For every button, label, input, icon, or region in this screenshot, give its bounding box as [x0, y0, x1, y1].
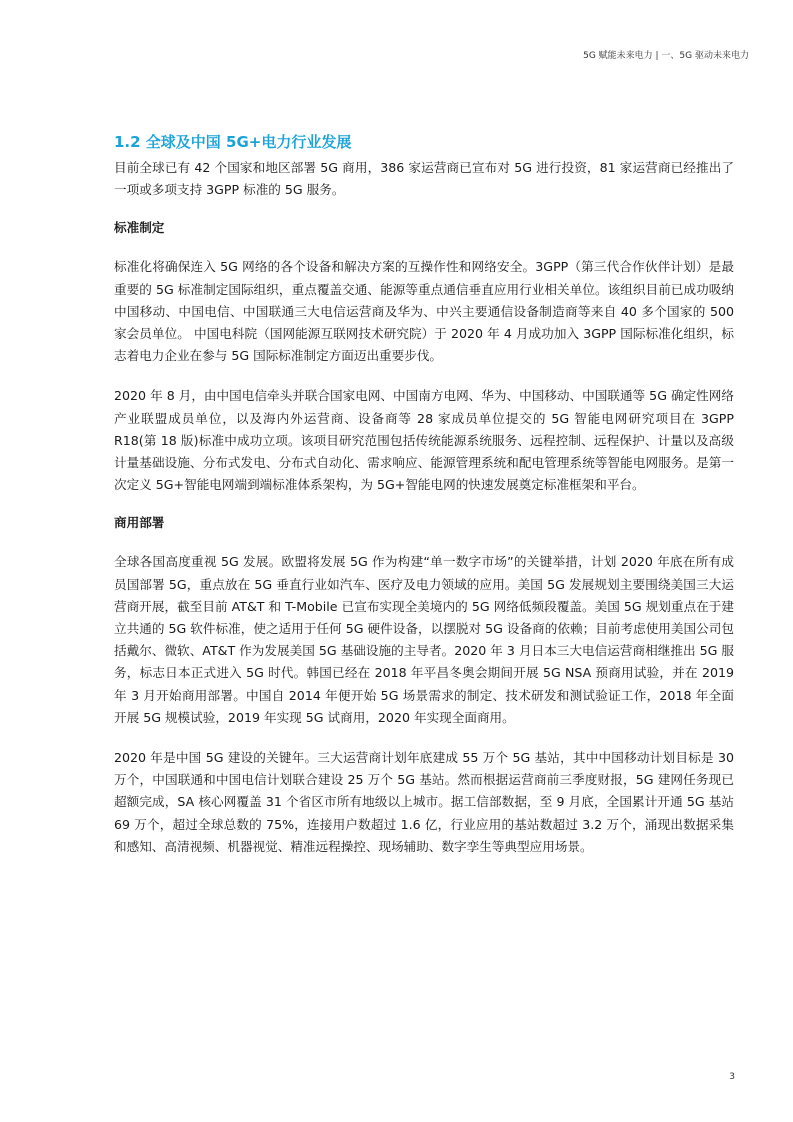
running-header: 5G 赋能未来电力 | 一、5G 驱动未来电力: [583, 51, 749, 61]
standards-heading: 标准制定: [114, 220, 165, 236]
page-number: 3: [729, 1072, 735, 1082]
standards-paragraph-1: 标准化将确保连入 5G 网络的各个设备和解决方案的互操作性和网络安全。3GPP（第三代合作伙伴计划）是最重要的 5G 标准制定国际组织，重点覆盖交通、能源等重点通信垂直应用行业相关单位。该组织目前已成功吸纳中国移动、中国电信、中国联通三大电信运营商及华为、中兴主要通信设备制造商等来自 40 多个国家的 500 家会员单位。 中国电科院（国网能源互联网技术研究院）于 2020 年 4 月成功加入 3GPP 国际标准化组织，标志着电力企业在参与 5G 国际标准制定方面迈出重要步伐。: [114, 259, 734, 364]
page-content: [114, 132, 734, 858]
standards-paragraph-2: 2020 年 8 月，由中国电信牵头并联合国家电网、中国南方电网、华为、中国移动、中国联通等 5G 确定性网络产业联盟成员单位，以及海内外运营商、设备商等 28 家成员单位提交的 5G 智能电网研究项目在 3GPP R18(第 18 版)标准中成功立项。该项目研究范围包括传统能源系统服务、远程控制、远程保护、计量以及高级计量基础设施、分布式发电、分布式自动化、需求响应、能源管理系统和配电管理系统等智能电网服务。是第一次定义 5G+智能电网端到端标准体系架构，为 5G+智能电网的快速发展奠定标准框架和平台。: [114, 388, 734, 493]
commercial-paragraph-1: 全球各国高度重视 5G 发展。欧盟将发展 5G 作为构建“单一数字市场”的关键举措，计划 2020 年底在所有成员国部署 5G，重点放在 5G 垂直行业如汽车、医疗及电力领域的应用。美国 5G 发展规划主要围绕美国三大运营商开展，截至目前 AT&T 和 T-Mobile 已宣布实现全美境内的 5G 网络低频段覆盖。美国 5G 规划重点在于建立共通的 5G 软件标准，使之适用于任何 5G 硬件设备，以摆脱对 5G 设备商的依赖；目前考虑使用美国公司包括戴尔、微软、AT&T 作为发展美国 5G 基础设施的主导者。2020 年 3 月日本三大电信运营商相继推出 5G 服务，标志日本正式进入 5G 时代。韩国已经在 2018 年平昌冬奥会期间开展 5G NSA 预商用试验，并在 2019 年 3 月开始商用部署。中国自 2014 年便开始 5G 场景需求的制定、技术研发和测试验证工作，2018 年全面开展 5G 规模试验，2019 年实现 5G 试商用，2020 年实现全面商用。: [114, 554, 734, 725]
section-title: 1.2 全球及中国 5G+电力行业发展: [114, 133, 352, 151]
commercial-paragraph-2: 2020 年是中国 5G 建设的关键年。三大运营商计划年底建成 55 万个 5G 基站，其中中国移动计划目标是 30 万个，中国联通和中国电信计划联合建设 25 万个 5G 基站。然而根据运营商前三季度财报，5G 建网任务现已超额完成，SA 核心网覆盖 31 个省区市所有地级以上城市。据工信部数据，至 9 月底，全国累计开通 5G 基站 69 万个，超过全球总数的 75%，连接用户数超过 1.6 亿，行业应用的基站数超过 3.2 万个，涌现出数据采集和感知、高清视频、机器视觉、精准远程操控、现场辅助、数字孪生等典型应用场景。: [114, 750, 734, 854]
commercial-heading: 商用部署: [114, 515, 165, 531]
intro-paragraph: 目前全球已有 42 个国家和地区部署 5G 商用，386 家运营商已宣布对 5G 进行投资，81 家运营商已经推出了一项或多项支持 3GPP 标准的 5G 服务。: [114, 160, 734, 198]
